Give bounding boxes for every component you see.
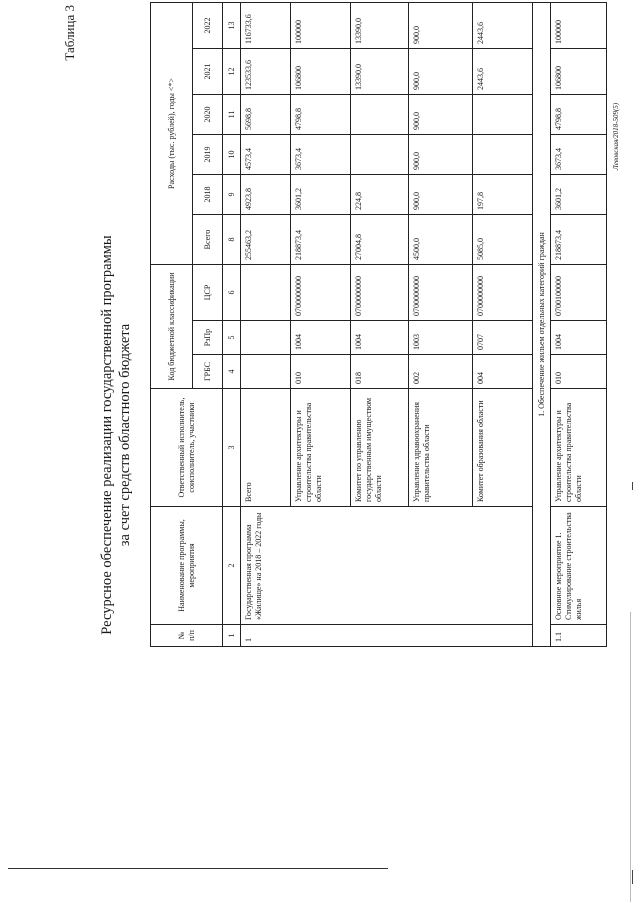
grbs-cell: 010 — [551, 355, 607, 389]
executor-cell: Управление здравоохранения правительства области — [409, 389, 473, 507]
csr-cell: 0700000000 — [291, 265, 351, 321]
header-total: Всего — [193, 215, 223, 265]
y2020-cell — [473, 95, 533, 135]
y2018-cell: 3601,2 — [551, 175, 607, 215]
y2018-cell: 3601,2 — [291, 175, 351, 215]
header-2018: 2018 — [193, 175, 223, 215]
y2022-cell: 13390,0 — [351, 3, 409, 49]
y2021-cell: 106800 — [551, 49, 607, 95]
header-name: Наименование программы, мероприятия — [151, 507, 223, 625]
header-2021: 2021 — [193, 49, 223, 95]
y2018-cell: 197,8 — [473, 175, 533, 215]
header-csr: ЦСР — [193, 265, 223, 321]
index-cell: 5 — [223, 321, 241, 355]
y2018-cell: 900,0 — [409, 175, 473, 215]
executor-cell: Комитет по управлению государственным имуществом области — [351, 389, 409, 507]
rzpr-cell: 1004 — [291, 321, 351, 355]
index-cell: 9 — [223, 175, 241, 215]
total-cell: 218873,4 — [291, 215, 351, 265]
table-label: Таблица 3 — [62, 5, 77, 61]
header-2019: 2019 — [193, 135, 223, 175]
index-cell: 3 — [223, 389, 241, 507]
column-index-row — [223, 3, 241, 647]
y2020-cell: 4798,8 — [291, 95, 351, 135]
section-title: 1. Обеспечение жильем отдельных категорий граждан — [533, 3, 551, 647]
footer-code: Левовская/2018-509(5) — [612, 102, 620, 170]
table-row — [241, 3, 291, 647]
y2020-cell: 5698,8 — [241, 95, 291, 135]
event-num: 1.1 — [551, 625, 607, 647]
total-cell: 4500,0 — [409, 215, 473, 265]
y2022-cell: 100000 — [551, 3, 607, 49]
grbs-cell — [241, 355, 291, 389]
y2020-cell: 900,0 — [409, 95, 473, 135]
y2021-cell: 2443,6 — [473, 49, 533, 95]
y2020-cell — [351, 95, 409, 135]
total-cell: 5085,0 — [473, 215, 533, 265]
y2021-cell: 106800 — [291, 49, 351, 95]
rzpr-cell: 0707 — [473, 321, 533, 355]
header-2020: 2020 — [193, 95, 223, 135]
executor-cell: Всего — [241, 389, 291, 507]
executor-cell: Управление архитектуры и строительства правительства области — [551, 389, 607, 507]
y2019-cell — [351, 135, 409, 175]
program-name: Государственная программа «Жилище» на 2018 – 2022 годы — [241, 507, 533, 625]
csr-cell: 0700000000 — [473, 265, 533, 321]
header-2022: 2022 — [193, 3, 223, 49]
y2021-cell: 900,0 — [409, 49, 473, 95]
y2022-cell: 116733,6 — [241, 3, 291, 49]
header-expenses: Расходы (тыс. рублей), годы <*> — [151, 3, 193, 265]
y2022-cell: 900,0 — [409, 3, 473, 49]
rzpr-cell: 1004 — [551, 321, 607, 355]
section-row — [533, 3, 551, 647]
y2022-cell: 2443,6 — [473, 3, 533, 49]
grbs-cell: 010 — [291, 355, 351, 389]
index-cell: 8 — [223, 215, 241, 265]
y2021-cell: 123533,6 — [241, 49, 291, 95]
y2019-cell: 900,0 — [409, 135, 473, 175]
csr-cell: 0700000000 — [409, 265, 473, 321]
title-line-1: Ресурсное обеспечение реализации государственной программы — [99, 235, 115, 635]
event-name: Основное мероприятие 1. Стимулирование строительства жилья — [551, 507, 607, 625]
total-cell: 218873,4 — [551, 215, 607, 265]
executor-cell: Управление архитектуры и строительства правительства области — [291, 389, 351, 507]
header-rzpr: РзПр — [193, 321, 223, 355]
y2018-cell: 4923,8 — [241, 175, 291, 215]
y2019-cell: 4573,4 — [241, 135, 291, 175]
document-title — [98, 85, 134, 785]
header-row-1 — [151, 3, 193, 647]
title-line-2: за счет средств областного бюджета — [117, 323, 133, 547]
total-cell: 255463,2 — [241, 215, 291, 265]
index-cell: 10 — [223, 135, 241, 175]
grbs-cell: 018 — [351, 355, 409, 389]
grbs-cell: 002 — [409, 355, 473, 389]
y2019-cell: 3673,4 — [291, 135, 351, 175]
index-cell: 11 — [223, 95, 241, 135]
rzpr-cell: 1003 — [409, 321, 473, 355]
header-executor: Ответственный исполнитель, соисполнитель, участники — [151, 389, 223, 507]
y2020-cell: 4798,8 — [551, 95, 607, 135]
program-num: 1 — [241, 625, 533, 647]
executor-cell: Комитет образования области — [473, 389, 533, 507]
y2022-cell: 100000 — [291, 3, 351, 49]
index-cell: 13 — [223, 3, 241, 49]
y2019-cell: 3673,4 — [551, 135, 607, 175]
header-num: № п/п — [151, 625, 223, 647]
index-cell: 2 — [223, 507, 241, 625]
total-cell: 27004,8 — [351, 215, 409, 265]
y2018-cell: 224,8 — [351, 175, 409, 215]
table-row — [551, 3, 607, 647]
csr-cell: 0700100000 — [551, 265, 607, 321]
csr-cell — [241, 265, 291, 321]
y2019-cell — [473, 135, 533, 175]
resource-table — [150, 2, 607, 647]
grbs-cell: 004 — [473, 355, 533, 389]
index-cell: 12 — [223, 49, 241, 95]
rzpr-cell — [241, 321, 291, 355]
y2021-cell: 13390,0 — [351, 49, 409, 95]
header-grbs: ГРБС — [193, 355, 223, 389]
rzpr-cell: 1004 — [351, 321, 409, 355]
index-cell: 4 — [223, 355, 241, 389]
csr-cell: 0700000000 — [351, 265, 409, 321]
header-budget-code: Код бюджетной классификации — [151, 265, 193, 389]
index-cell: 1 — [223, 625, 241, 647]
index-cell: 6 — [223, 265, 241, 321]
